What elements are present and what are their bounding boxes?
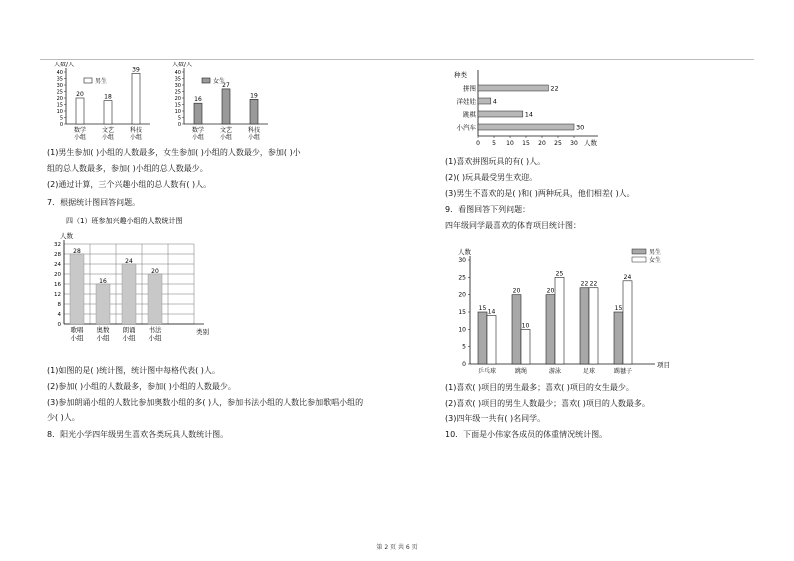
data-label: 18 <box>104 93 112 101</box>
bar <box>132 73 140 124</box>
y-tick-label: 小汽车 <box>456 123 476 132</box>
bar <box>478 312 487 364</box>
y-tick-label: 跳棋 <box>463 110 476 119</box>
q9-line3: (3)四年级一共有( )名同学。 <box>445 414 546 423</box>
x-tick-label: 歌唱 <box>70 326 84 334</box>
y-tick-label: 20 <box>56 96 63 102</box>
y-tick-label: 0 <box>462 361 466 368</box>
toys-chart <box>444 64 604 152</box>
x-tick-label: 15 <box>522 140 530 147</box>
q8-heading: 8．阳光小学四年级男生喜欢各类玩具人数统计图。 <box>47 430 229 439</box>
data-label: 22 <box>550 84 559 93</box>
x-tick-label: 小组 <box>70 334 84 342</box>
y-axis-label: 人数 <box>60 232 73 240</box>
x-tick-label: 数学 <box>73 127 87 134</box>
x-tick-label: 0 <box>476 140 480 147</box>
y-tick-label: 35 <box>174 76 181 83</box>
bar <box>478 124 574 130</box>
q9-heading: 9．看图回答下列问题： <box>445 205 531 214</box>
x-tick-label: 游泳 <box>548 368 562 374</box>
bar <box>96 284 110 324</box>
y-tick-label: 28 <box>54 252 61 258</box>
x-tick-label: 小组 <box>73 134 87 141</box>
data-label: 14 <box>524 110 534 119</box>
x-tick-label: 乒乓球 <box>477 368 497 374</box>
girls-groups-chart <box>162 62 274 148</box>
y-tick-label: 4 <box>57 312 61 318</box>
bar <box>487 315 496 364</box>
data-label: 22 <box>580 280 589 288</box>
bar <box>614 312 623 364</box>
y-tick-label: 10 <box>174 109 181 115</box>
q9-line2: (2)喜欢( )项目的男生人数最少；喜欢( )项目的人数最多。 <box>445 399 650 408</box>
x-tick-label: 小组 <box>129 134 143 141</box>
y-tick-label: 35 <box>56 76 63 83</box>
x-tick-label: 小组 <box>219 134 233 141</box>
interest-groups-chart <box>44 214 214 348</box>
y-tick-label: 40 <box>56 70 63 76</box>
q8-line3: (3)男生不喜欢的是( )和( )两种玩具，他们相差( )人。 <box>445 189 635 198</box>
y-tick-label: 洋娃娃 <box>456 97 476 106</box>
y-axis-label: 人数/人 <box>54 62 75 68</box>
y-tick-label: 25 <box>458 274 466 282</box>
data-label: 10 <box>521 322 530 330</box>
bar <box>521 329 530 364</box>
data-label: 16 <box>99 278 107 285</box>
y-tick-label: 0 <box>177 122 181 128</box>
data-label: 16 <box>194 96 202 104</box>
y-tick-label: 24 <box>54 262 61 268</box>
y-tick-label: 0 <box>59 122 63 128</box>
x-tick-label: 足球 <box>582 368 596 374</box>
y-tick-label: 拼图 <box>463 84 476 93</box>
y-tick-label: 25 <box>174 89 181 96</box>
y-tick-label: 12 <box>54 292 61 298</box>
x-tick-label: 书法 <box>148 326 162 334</box>
page-footer: 第 2 页 共 6 页 <box>376 544 418 551</box>
data-label: 20 <box>151 268 159 275</box>
x-tick-label: 科技 <box>129 127 143 134</box>
legend-label: 男生 <box>95 78 108 85</box>
data-label: 24 <box>125 258 133 265</box>
q7-line3: (3)参加朗诵小组的人数比参加奥数小组的多( )人，参加书法小组的人数比参加歌唱小组的 <box>47 398 364 407</box>
legend-swatch <box>202 78 210 83</box>
q9-line1: (1)喜欢( )项目的男生最多；喜欢( )项目的女生最少。 <box>445 383 634 392</box>
bar <box>76 98 84 124</box>
y-tick-label: 15 <box>174 102 181 109</box>
y-axis-label: 人数/人 <box>172 62 193 68</box>
x-tick-label: 数学 <box>191 127 205 134</box>
data-label: 30 <box>576 123 585 132</box>
y-tick-label: 5 <box>59 115 63 122</box>
data-label: 20 <box>546 287 555 295</box>
y-tick-label: 10 <box>56 109 63 115</box>
x-tick-label: 小组 <box>96 334 110 342</box>
x-tick-label: 奥数 <box>96 326 110 334</box>
x-tick-label: 小组 <box>191 134 205 141</box>
y-tick-label: 25 <box>56 89 63 96</box>
y-axis-label: 人数 <box>458 248 471 256</box>
bar <box>580 288 589 364</box>
legend-label: 男生 <box>649 249 662 256</box>
x-tick-label: 小组 <box>247 134 261 141</box>
y-tick-label: 5 <box>462 343 466 351</box>
q7-heading: 7．根据统计图回答问题。 <box>47 198 141 207</box>
bar <box>250 99 258 124</box>
data-label: 27 <box>222 81 230 89</box>
y-tick-label: 30 <box>458 257 466 264</box>
legend-label: 女生 <box>649 257 662 264</box>
y-tick-label: 32 <box>54 242 61 248</box>
x-tick-label: 跳绳 <box>514 368 528 374</box>
boys-groups-chart <box>44 62 156 148</box>
legend-label: 女生 <box>213 78 226 85</box>
bar <box>194 103 202 124</box>
bar <box>70 254 84 324</box>
x-tick-label: 25 <box>554 140 562 147</box>
data-label: 19 <box>250 92 258 100</box>
x-tick-label: 踢毽子 <box>613 368 633 374</box>
y-tick-label: 30 <box>174 83 181 89</box>
q6-line2: 组的总人数最多，参加( )小组的总人数最少。 <box>47 164 208 173</box>
q6-line3: (2)通过计算，三个兴趣小组的总人数有( )人。 <box>47 180 212 189</box>
bar <box>512 295 521 364</box>
data-label: 20 <box>76 91 84 98</box>
bar <box>148 274 162 324</box>
data-label: 14 <box>487 308 496 316</box>
y-tick-label: 20 <box>54 272 61 278</box>
data-label: 15 <box>614 305 623 312</box>
x-tick-label: 30 <box>570 140 578 147</box>
bar <box>478 85 548 91</box>
bar <box>478 98 491 104</box>
data-label: 39 <box>132 66 140 74</box>
q10-heading: 10．下面是小伟家各成员的体重情况统计图。 <box>445 430 608 439</box>
y-tick-label: 8 <box>57 302 61 308</box>
y-tick-label: 20 <box>174 96 181 102</box>
x-axis-label: 类别 <box>196 328 209 336</box>
chart-title: 四（1）班参加兴趣小组的人数统计图 <box>66 217 183 225</box>
bar <box>122 264 136 324</box>
q7-line4: 少( )人。 <box>47 413 80 422</box>
x-tick-label: 小组 <box>148 334 162 342</box>
sports-chart <box>444 244 684 374</box>
x-tick-label: 文艺 <box>219 127 233 134</box>
bar <box>623 281 632 364</box>
bar <box>104 101 112 124</box>
y-tick-label: 30 <box>56 83 63 89</box>
bar <box>222 89 230 124</box>
bar <box>589 288 598 364</box>
bar <box>555 277 564 364</box>
x-tick-label: 10 <box>506 140 514 147</box>
x-tick-label: 科技 <box>247 127 261 134</box>
y-tick-label: 16 <box>54 282 61 288</box>
q8-line1: (1)喜欢拼图玩具的有( )人。 <box>445 157 546 166</box>
y-tick-label: 10 <box>458 326 466 334</box>
y-tick-label: 15 <box>458 309 466 316</box>
data-label: 25 <box>555 270 564 278</box>
y-tick-label: 20 <box>458 291 466 299</box>
bar <box>478 111 523 117</box>
y-tick-label: 5 <box>177 115 181 122</box>
y-tick-label: 40 <box>174 70 181 76</box>
data-label: 24 <box>623 273 632 281</box>
header-divider <box>40 59 754 60</box>
bar <box>546 295 555 364</box>
x-tick-label: 20 <box>538 140 546 147</box>
legend-swatch <box>84 78 92 83</box>
q7-line1: (1)如图的是( )统计图，统计图中每格代表( )人。 <box>47 366 220 375</box>
x-tick-label: 5 <box>492 140 496 147</box>
y-tick-label: 0 <box>57 322 61 328</box>
legend-swatch <box>632 257 646 262</box>
q8-line2: (2)( )玩具最受男生欢迎。 <box>445 173 538 182</box>
data-label: 22 <box>589 280 598 288</box>
x-tick-label: 小组 <box>101 134 115 141</box>
x-tick-label: 朗诵 <box>122 326 136 334</box>
x-tick-label: 小组 <box>122 334 136 342</box>
x-axis-label: 项目 <box>657 361 670 369</box>
q6-line1: (1)男生参加( )小组的人数最多，女生参加( )小组的人数最少，参加( )小 <box>47 148 301 157</box>
data-label: 28 <box>73 248 81 255</box>
q9-subheading: 四年级同学最喜欢的体育项目统计图： <box>445 221 581 230</box>
data-label: 15 <box>478 305 487 312</box>
q7-line2: (2)参加( )小组的人数最多，参加( )小组的人数最少。 <box>47 382 236 391</box>
y-tick-label: 15 <box>56 102 63 109</box>
y-axis-label: 种类 <box>454 71 467 79</box>
data-label: 4 <box>492 97 497 106</box>
data-label: 20 <box>512 287 521 295</box>
x-axis-label: 人数 <box>584 139 597 147</box>
legend-swatch <box>632 249 646 254</box>
x-tick-label: 文艺 <box>101 127 115 134</box>
